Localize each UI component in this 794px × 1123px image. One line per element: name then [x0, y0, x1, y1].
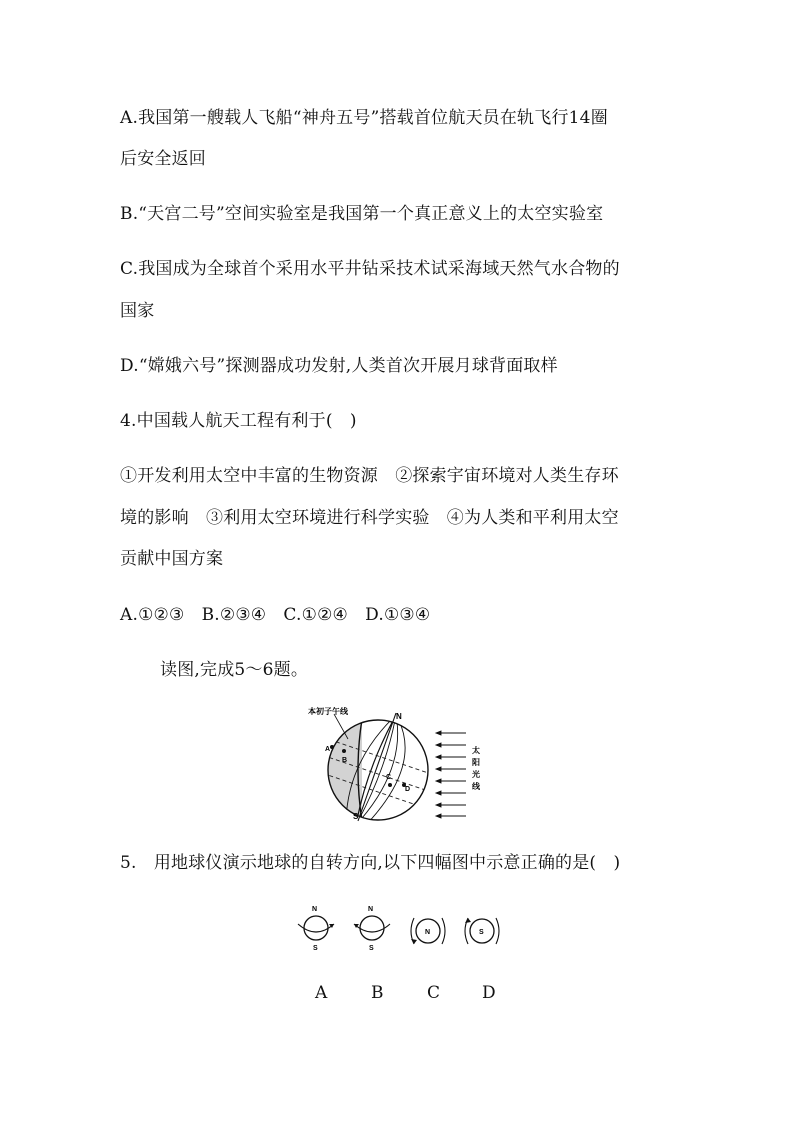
option-d-diagram [465, 918, 499, 944]
sunlight-char-3: 光 [472, 770, 480, 779]
option-b-south: S [369, 945, 374, 952]
question-4-options: A.①②③ B.②③④ C.①②④ D.①③④ [120, 605, 431, 625]
option-d-center: S [479, 929, 484, 936]
option-c-center: N [425, 929, 431, 936]
question-3-option-a-line2: 后安全返回 [120, 149, 206, 169]
question-4-statements-line1: ①开发利用太空中丰富的生物资源 ②探索宇宙环境对人类生存环 [120, 466, 619, 486]
question-4-statements-line3: 贡献中国方案 [120, 549, 224, 569]
question-3-option-b: B.“天宫二号”空间实验室是我国第一个真正意义上的太空实验室 [120, 204, 604, 224]
prime-meridian-label: 本初子午线 [308, 707, 348, 716]
option-a-label: A [315, 983, 328, 1003]
sunlight-arrows [436, 731, 466, 818]
option-b-north: N [368, 906, 374, 913]
globe-sunlight-figure [306, 703, 486, 823]
night-shade [316, 713, 362, 823]
point-b-label: B [342, 757, 348, 764]
north-label: N [396, 712, 402, 721]
question-4-stem: 4.中国载人航天工程有利于( ) [120, 411, 357, 431]
option-c-diagram [411, 918, 445, 944]
question-4-statements-line2: 境的影响 ③利用太空环境进行科学实验 ④为人类和平利用太空 [120, 508, 619, 528]
option-c-label: C [427, 983, 441, 1003]
option-a-south: S [313, 945, 318, 952]
option-b-diagram [354, 906, 390, 952]
option-b-label: B [371, 983, 384, 1003]
option-a-north: N [312, 906, 318, 913]
sunlight-char-4: 线 [472, 782, 480, 791]
rotation-options-figure [290, 900, 510, 960]
question-3-option-d: D.“嫦娥六号”探测器成功发射,人类首次开展月球背面取样 [120, 356, 558, 376]
question-3-option-c-line2: 国家 [120, 301, 155, 321]
sunlight-char-2: 阳 [472, 758, 480, 767]
sunlight-char-1: 太 [472, 746, 480, 755]
question-3-option-c-line1: C.我国成为全球首个采用水平井钻采技术试采海域天然气水合物的 [120, 259, 620, 279]
point-c-label: C [386, 774, 392, 781]
earth-axis [358, 713, 396, 821]
south-label: S [353, 812, 359, 821]
point-a-label: A [325, 746, 331, 753]
option-d-label: D [482, 983, 496, 1003]
point-d-label: D [405, 786, 411, 793]
question-3-option-a-line1: A.我国第一艘载人飞船“神舟五号”搭载首位航天员在轨飞行14圈 [120, 108, 608, 128]
reading-instruction: 读图,完成5～6题。 [160, 660, 309, 680]
option-a-diagram [298, 906, 334, 952]
question-5-stem: 5. 用地球仪演示地球的自转方向,以下四幅图中示意正确的是( ) [120, 853, 621, 873]
